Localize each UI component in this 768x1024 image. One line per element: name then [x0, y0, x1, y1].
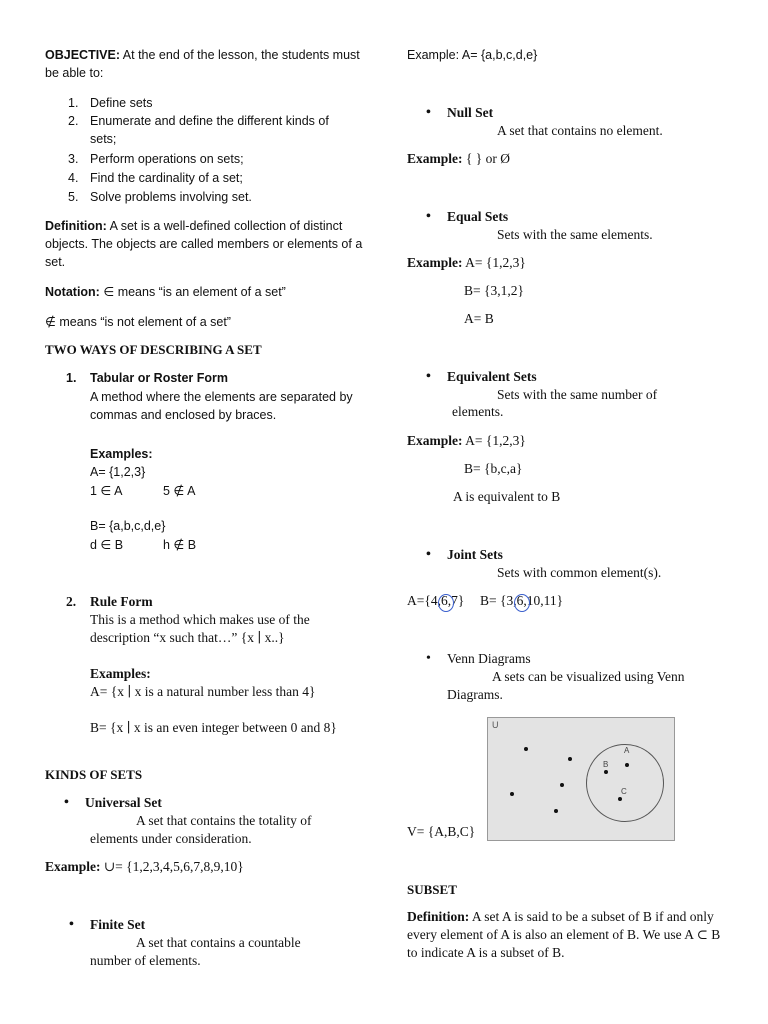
- joint-sets-description: Sets with common element(s).: [497, 565, 662, 580]
- equivalent-sets-title: • Equivalent Sets: [447, 368, 537, 386]
- equivalent-example-c: A is equivalent to B: [453, 489, 561, 504]
- roster-example-a-notin: 5 ∉ A: [163, 484, 196, 498]
- objective-paragraph: [45, 46, 363, 82]
- rule-examples-label: Examples:: [90, 666, 151, 681]
- list-item: 3. Perform operations on sets;: [68, 152, 244, 166]
- venn-label-c: C: [621, 787, 627, 796]
- list-item: 5. Solve problems involving set.: [68, 190, 252, 204]
- list-item: 4. Find the cardinality of a set;: [68, 171, 243, 185]
- objective-label: OBJECTIVE:: [45, 48, 121, 62]
- venn-title: • Venn Diagrams: [447, 650, 531, 668]
- venn-diagram-image: [487, 717, 675, 841]
- subset-definition: Definition: A set A is said to be a subset of B if and only every element of A is also an element of B. We use A ⊂ B to indicate A is a subset of B.: [407, 909, 721, 960]
- notation-line: Notation: ∈ means “is an element of a set”: [45, 285, 286, 299]
- definition-paragraph: Definition: A set is a well-defined collection of distinct objects. The objects are called members or elements of a set.: [45, 219, 363, 269]
- finite-set-description: A set that contains a countable number of elements.: [90, 935, 301, 968]
- roster-example-a: A= {1,2,3}: [90, 465, 146, 479]
- null-set-example: Example: { } or Ø: [407, 151, 510, 166]
- roster-example-a-in: 1 ∈ A: [90, 484, 123, 498]
- joint-example-a: A={4, 6,7}: [407, 592, 464, 610]
- equivalent-example-a: Example: A= {1,2,3}: [407, 433, 526, 448]
- null-set-description: A set that contains no element.: [497, 123, 663, 138]
- venn-point-a: [625, 763, 629, 767]
- venn-label-a: A: [624, 746, 630, 755]
- universal-set-title: • Universal Set: [85, 794, 162, 812]
- roster-example-b-notin: h ∉ B: [163, 538, 197, 552]
- highlight-circle: [438, 594, 454, 612]
- roster-title: 1. Tabular or Roster Form: [66, 371, 228, 385]
- venn-point: [560, 783, 564, 787]
- subset-heading: SUBSET: [407, 882, 457, 897]
- venn-point: [568, 757, 572, 761]
- venn-circle: [586, 744, 664, 822]
- venn-point-c: [618, 797, 622, 801]
- venn-point-b: [604, 770, 608, 774]
- venn-point: [524, 747, 528, 751]
- venn-point: [554, 809, 558, 813]
- venn-description: A sets can be visualized using Venn Diagrams.: [447, 669, 685, 702]
- equivalent-sets-description-2: elements.: [452, 404, 504, 419]
- finite-set-title: • Finite Set: [90, 916, 145, 934]
- equivalent-sets-description: Sets with the same number of: [497, 387, 658, 402]
- roster-example-b-in: d ∈ B: [90, 538, 124, 552]
- venn-point: [510, 792, 514, 796]
- roster-examples-label: Examples:: [90, 447, 153, 461]
- equal-example-a: Example: A= {1,2,3}: [407, 255, 526, 270]
- equivalent-example-b: B= {b,c,a}: [464, 461, 523, 476]
- equal-example-b: B= {3,1,2}: [464, 283, 524, 298]
- list-item: 2. Enumerate and define the different kinds of sets;: [68, 114, 329, 146]
- list-item: 1. Define sets: [68, 96, 153, 110]
- equal-sets-title: • Equal Sets: [447, 208, 508, 226]
- venn-label-u: U: [492, 720, 499, 730]
- joint-sets-title: • Joint Sets: [447, 546, 503, 564]
- objective-text: At the end of the lesson, the students must be able to:: [45, 48, 360, 80]
- rule-title: 2. Rule Form: [66, 594, 153, 609]
- kinds-heading: KINDS OF SETS: [45, 767, 143, 782]
- universal-set-description: A set that contains the totality of elements under consideration.: [90, 813, 312, 846]
- definition-label: Definition:: [45, 219, 107, 233]
- joint-example-b: B= {3, 6,10,11}: [480, 592, 563, 610]
- roster-description: A method where the elements are separated by commas and enclosed by braces.: [90, 390, 353, 422]
- roster-example-b: B= {a,b,c,d,e}: [90, 519, 166, 533]
- universal-example: Example: ∪= {1,2,3,4,5,6,7,8,9,10}: [45, 859, 244, 874]
- rule-example-a: A= {x ∣ x is a natural number less than 4}: [90, 684, 316, 699]
- example-top: Example: A= {a,b,c,d,e}: [407, 48, 538, 62]
- rule-description: This is a method which makes use of the description “x such that…” {x ∣ x..}: [90, 612, 310, 645]
- equal-sets-description: Sets with the same elements.: [497, 227, 653, 242]
- equal-example-c: A= B: [464, 311, 494, 326]
- rule-example-b: B= {x ∣ x is an even integer between 0 and 8}: [90, 720, 337, 735]
- venn-label-b: B: [603, 760, 609, 769]
- notation-label: Notation:: [45, 285, 100, 299]
- null-set-title: • Null Set: [447, 104, 493, 122]
- venn-set: V= {A,B,C}: [407, 824, 476, 839]
- highlight-circle: [514, 594, 530, 612]
- two-ways-heading: TWO WAYS OF DESCRIBING A SET: [45, 342, 262, 357]
- notation-line-2: ∉ means “is not element of a set”: [45, 315, 231, 329]
